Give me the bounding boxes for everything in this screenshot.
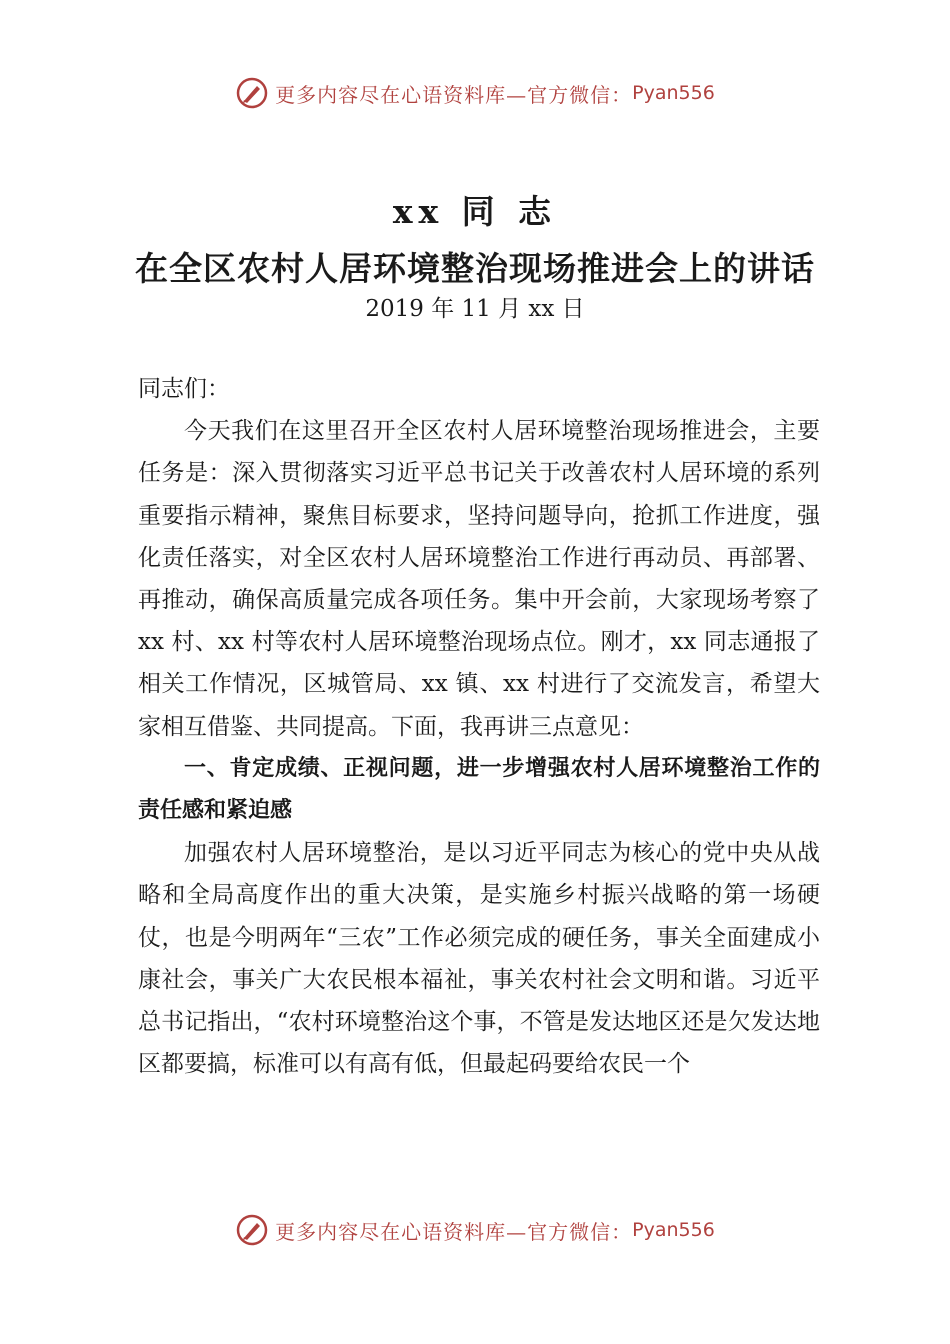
paragraph-section-1: 加强农村人居环境整治，是以习近平同志为核心的党中央从战略和全局高度作出的重大决策，是实施乡村振兴战略的第一场硬仗，也是今明两年“三农”工作必须完成的硬任务，事关全面建成小康社会，事关广大农民根本福祉，事关农村社会文明和谐。习近平总书记指出，“农村环境整治这个事，不管是发达地区还是欠发达地区都要搞，标准可以有高有低，但最起码要给农民一个 bbox=[138, 840, 820, 1078]
speech-title: 在全区农村人居环境整治现场推进会上的讲话 bbox=[135, 249, 815, 288]
paragraph-intro: 今天我们在这里召开全区农村人居环境整治现场推进会，主要任务是：深入贯彻落实习近平总书记关于改善农村人居环境的系列重要指示精神，聚焦目标要求，坚持问题导向，抢抓工作进度，强化责任落实，对全区农村人居环境整治工作进行再动员、再部署、再推动，确保高质量完成各项任务。集中开会前，大家现场考察了 xx 村、xx 村等农村人居环境整治现场点位。刚才，xx 同志通报了相关工作情况，区城管局、xx 镇、xx 村进行了交流发言，希望大家相互借鉴、共同提高。下面，我再讲三点意见： bbox=[138, 418, 820, 740]
pen-logo-icon bbox=[235, 76, 269, 110]
pen-logo-icon bbox=[235, 1213, 269, 1247]
salutation: 同志们： bbox=[138, 376, 230, 402]
speech-date: 2019 年 11 月 xx 日 bbox=[365, 296, 585, 322]
speaker-title: xx 同 志 bbox=[392, 192, 558, 231]
watermark-banner-top bbox=[0, 73, 950, 113]
watermark-text: 更多内容尽在心语资料库—官方微信： bbox=[275, 1219, 633, 1244]
section-heading-1: 一、肯定成绩、正视问题，进一步增强农村人居环境整治工作的责任感和紧迫感 bbox=[138, 755, 820, 824]
watermark-wechat-id: Pyan556 bbox=[632, 82, 715, 104]
watermark-text: 更多内容尽在心语资料库—官方微信： bbox=[275, 82, 633, 107]
watermark-banner-bottom bbox=[0, 1210, 950, 1250]
speech-body bbox=[138, 368, 820, 1085]
watermark-wechat-id: Pyan556 bbox=[632, 1219, 715, 1241]
